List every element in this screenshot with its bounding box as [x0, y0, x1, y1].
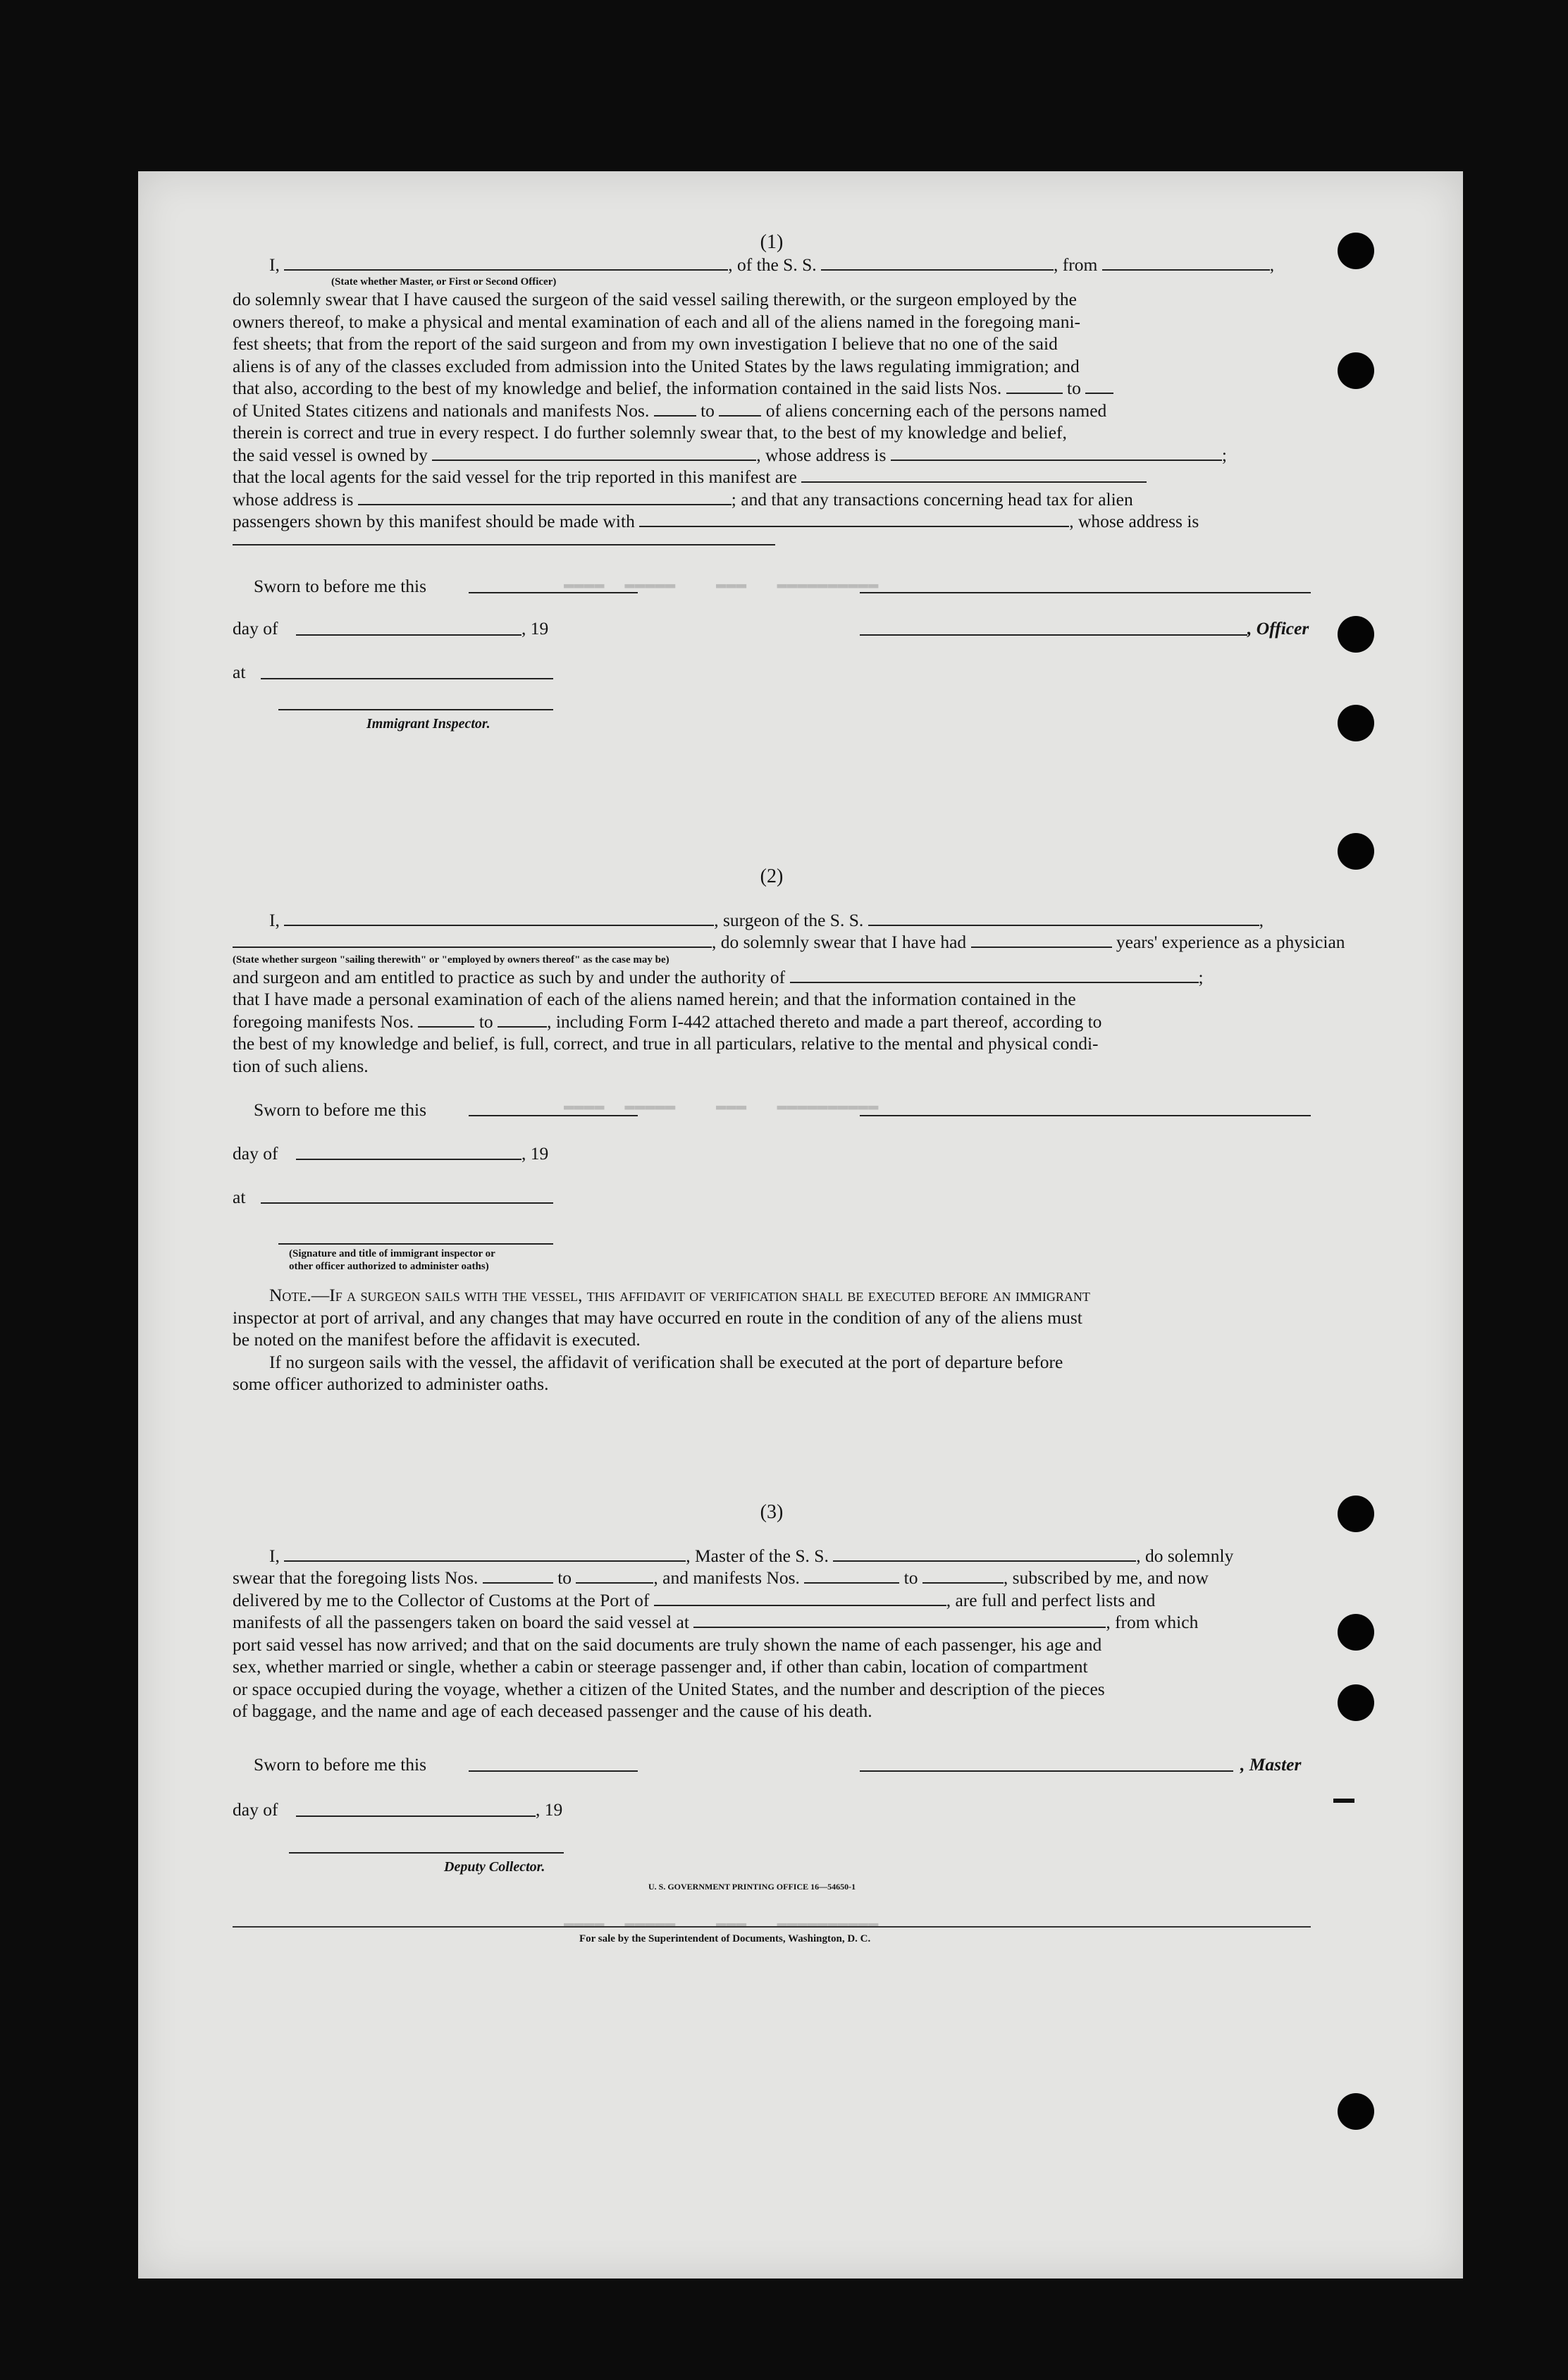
declaration-line: or space occupied during the voyage, whether a citizen of the United States, and the number and description of the pieces	[233, 1678, 1105, 1699]
binder-hole	[1338, 1684, 1374, 1721]
agents-field[interactable]	[801, 481, 1147, 483]
signature-caption: other officer authorized to administer oaths)	[289, 1261, 489, 1272]
oath-line: that I have made a personal examination of each of the aliens named herein; and that the information contained in the	[233, 989, 1076, 1009]
sworn-label: Sworn to before me this	[254, 1754, 427, 1775]
from-port-field[interactable]	[1102, 269, 1270, 271]
text: , whose address is	[756, 444, 887, 465]
text: manifests of all the passengers taken on board the said vessel at	[233, 1612, 689, 1632]
text: of aliens concerning each of the persons named	[765, 400, 1107, 421]
text: passengers shown by this manifest should be made with	[233, 511, 635, 531]
footer-rule	[233, 1926, 1311, 1928]
at-label: at	[233, 662, 246, 682]
declaration-line: port said vessel has now arrived; and that on the said documents are truly shown the name of each passenger, his age and	[233, 1634, 1102, 1655]
binder-hole	[1338, 833, 1374, 870]
surgeon-caption: (State whether surgeon "sailing therewith" or "employed by owners thereof" as the case may be)	[233, 954, 669, 966]
master-signature-field[interactable]	[860, 1770, 1233, 1772]
text: to	[700, 400, 715, 421]
place-field[interactable]	[261, 678, 553, 679]
day-of-label: day of	[233, 618, 278, 639]
officer-signature-1-field[interactable]	[860, 592, 1311, 593]
rank-field[interactable]	[284, 269, 728, 271]
oath-line: therein is correct and true in every respect. I do further solemnly swear that, to the best of my knowledge and belief,	[233, 422, 1067, 443]
for-sale-note: For sale by the Superintendent of Documents, Washington, D. C.	[579, 1933, 871, 1944]
section-3-master-declaration	[233, 1501, 1311, 1878]
text: of United States citizens and nationals and manifests Nos.	[233, 400, 650, 421]
port-field[interactable]	[654, 1604, 946, 1606]
note-line: If no surgeon sails with the vessel, the affidavit of verification shall be executed at the port of departure before	[269, 1351, 1063, 1372]
text: that also, according to the best of my knowledge and belief, the information contained in the said lists Nos.	[233, 378, 1002, 398]
text: , do solemnly	[1136, 1545, 1234, 1566]
binder-hole	[1338, 1614, 1374, 1651]
embarkation-port-field[interactable]	[693, 1626, 1106, 1628]
text: the said vessel is owned by	[233, 444, 428, 465]
day-field[interactable]	[296, 1159, 521, 1160]
section-2-number: (2)	[760, 865, 784, 887]
printing-office-mark: U. S. GOVERNMENT PRINTING OFFICE 16—54650-1	[648, 1882, 856, 1892]
manifest-no-from[interactable]	[654, 414, 696, 417]
text: to	[1067, 378, 1081, 398]
day-field[interactable]	[296, 1815, 536, 1817]
sworn-date-field[interactable]	[469, 1115, 638, 1116]
note-line: some officer authorized to administer oaths.	[233, 1374, 549, 1394]
surgeon-name-field[interactable]	[284, 924, 714, 926]
at-label: at	[233, 1186, 246, 1207]
manifest-no-from[interactable]	[418, 1025, 474, 1028]
text: years' experience as a physician	[1116, 932, 1345, 952]
agents-address-field[interactable]	[358, 503, 731, 505]
officer-signature-2-field[interactable]	[860, 634, 1247, 636]
master-vessel-field[interactable]	[833, 1560, 1136, 1562]
binder-hole	[1338, 352, 1374, 389]
text: ;	[1221, 444, 1227, 465]
section-1-number: (1)	[760, 231, 784, 253]
declaration-line: of baggage, and the name and age of each deceased passenger and the cause of his death.	[233, 1701, 872, 1721]
text: ,	[1259, 909, 1264, 930]
margin-tick	[1333, 1799, 1354, 1803]
text: and surgeon and am entitled to practice as such by and under the authority of	[233, 966, 786, 987]
officer-label: , Officer	[1247, 618, 1309, 639]
note-line: inspector at port of arrival, and any changes that may have occurred en route in the condition of any of the aliens must	[233, 1307, 1082, 1328]
owner-field[interactable]	[432, 459, 756, 461]
text: , from which	[1106, 1612, 1199, 1632]
text: , subscribed by me, and now	[1003, 1567, 1209, 1588]
official-signature-field[interactable]	[278, 1243, 553, 1245]
years-experience-field[interactable]	[971, 946, 1112, 948]
section-1-master-oath	[233, 231, 1311, 730]
text: that the local agents for the said vessel for the trip reported in this manifest are	[233, 467, 797, 487]
oath-line: do solemnly swear that I have caused the surgeon of the said vessel sailing therewith, or the surgeon employed by the	[233, 289, 1077, 309]
sworn-date-field[interactable]	[469, 592, 638, 593]
text: , from	[1054, 254, 1098, 275]
collector-caption: Deputy Collector.	[444, 1858, 545, 1875]
surgeon-signature-field[interactable]	[860, 1115, 1311, 1116]
declaration-line: sex, whether married or single, whether a cabin or steerage passenger and, if other than cabin, location of compartment	[233, 1656, 1088, 1677]
sworn-label: Sworn to before me this	[254, 576, 427, 596]
inspector-caption: Immigrant Inspector.	[366, 715, 490, 732]
sworn-label: Sworn to before me this	[254, 1099, 427, 1120]
text: to	[479, 1011, 493, 1032]
binder-hole	[1338, 2093, 1374, 2130]
surgeon-status-field[interactable]	[233, 946, 712, 948]
text: delivered by me to the Collector of Customs at the Port of	[233, 1589, 650, 1610]
oath-line: the best of my knowledge and belief, is full, correct, and true in all particulars, relative to the mental and physical condi-	[233, 1033, 1099, 1054]
text: I,	[269, 254, 280, 275]
text: whose address is	[233, 488, 354, 510]
text: , whose address is	[1069, 511, 1199, 531]
rank-caption: (State whether Master, or First or Second Officer)	[331, 276, 557, 288]
oath-line: fest sheets; that from the report of the said surgeon and from my own investigation I believe that no one of the said	[233, 333, 1058, 354]
year-label: , 19	[536, 1799, 563, 1820]
manifest-no-to[interactable]	[719, 414, 761, 417]
manifest-no-to[interactable]	[498, 1025, 547, 1028]
day-of-label: day of	[233, 1142, 278, 1164]
signature-caption: (Signature and title of immigrant inspector or	[289, 1248, 495, 1259]
list-no-from[interactable]	[483, 1581, 553, 1584]
text: , of the S. S.	[728, 254, 817, 275]
vessel-field[interactable]	[821, 269, 1054, 271]
section-2-surgeon-oath	[233, 865, 1345, 1395]
text: I,	[269, 909, 280, 930]
section-3-number: (3)	[760, 1501, 784, 1523]
master-name-field[interactable]	[284, 1560, 686, 1562]
day-of-label: day of	[233, 1799, 278, 1820]
year-label: , 19	[521, 1142, 549, 1164]
collector-signature-field[interactable]	[289, 1852, 564, 1854]
year-label: , 19	[521, 618, 549, 639]
oath-line: owners thereof, to make a physical and mental examination of each and all of the aliens named in the foregoing mani-	[233, 311, 1081, 332]
inspector-signature-field[interactable]	[278, 709, 553, 710]
bleed-through-pattern: ▬▬▬▬ ▬▬▬▬▬ ▬▬▬ ▬▬▬▬▬▬▬▬▬▬	[564, 578, 879, 597]
text: swear that the foregoing lists Nos.	[233, 1567, 479, 1588]
bleed-through-pattern: ▬▬▬▬ ▬▬▬▬▬ ▬▬▬ ▬▬▬▬▬▬▬▬▬▬	[564, 1099, 879, 1118]
text: , do solemnly swear that I have had	[712, 932, 967, 952]
manifest-no-from[interactable]	[804, 1581, 899, 1584]
binder-hole	[1338, 705, 1374, 741]
address-continuation-field[interactable]	[233, 544, 775, 545]
sworn-date-field[interactable]	[469, 1770, 638, 1772]
oath-line: aliens is of any of the classes excluded from admission into the United States by the laws regulating immigration; and	[233, 355, 1080, 376]
head-tax-field[interactable]	[639, 525, 1069, 527]
manifest-no-to[interactable]	[922, 1581, 1004, 1584]
text: ;	[1198, 966, 1204, 987]
note-line	[233, 1284, 1311, 1307]
authority-field[interactable]	[790, 981, 1199, 983]
text: I,	[269, 1545, 280, 1566]
note-line: be noted on the manifest before the affidavit is executed.	[233, 1329, 641, 1350]
text: to	[557, 1567, 572, 1588]
master-label: , Master	[1240, 1754, 1302, 1775]
surgeon-vessel-field[interactable]	[868, 924, 1259, 926]
text: ,	[1269, 254, 1275, 275]
text: , surgeon of the S. S.	[714, 909, 864, 930]
list-no-to[interactable]	[1085, 392, 1113, 394]
text: ; and that any transactions concerning head tax for alien	[731, 488, 1133, 510]
text: , and manifests Nos.	[653, 1567, 800, 1588]
binder-hole	[1338, 616, 1374, 653]
day-field[interactable]	[296, 634, 521, 636]
text: , Master of the S. S.	[686, 1545, 829, 1566]
owner-address-field[interactable]	[891, 459, 1222, 461]
list-no-to[interactable]	[576, 1581, 653, 1584]
text: , including Form I-442 attached thereto and made a part thereof, according to	[547, 1011, 1102, 1032]
bleed-through-pattern: ▬▬▬▬ ▬▬▬▬▬ ▬▬▬ ▬▬▬▬▬▬▬▬▬▬	[564, 1917, 879, 1936]
text: foregoing manifests Nos.	[233, 1011, 414, 1032]
binder-hole	[1338, 233, 1374, 269]
binder-hole	[1338, 1496, 1374, 1532]
text: , are full and perfect lists and	[946, 1589, 1156, 1610]
list-no-from[interactable]	[1006, 392, 1063, 394]
place-field[interactable]	[261, 1202, 553, 1204]
text: to	[903, 1567, 918, 1588]
oath-line: tion of such aliens.	[233, 1055, 369, 1076]
note-text: Note.—If a surgeon sails with the vessel, this affidavit of verification shall be executed before an immigrant	[269, 1285, 1090, 1305]
